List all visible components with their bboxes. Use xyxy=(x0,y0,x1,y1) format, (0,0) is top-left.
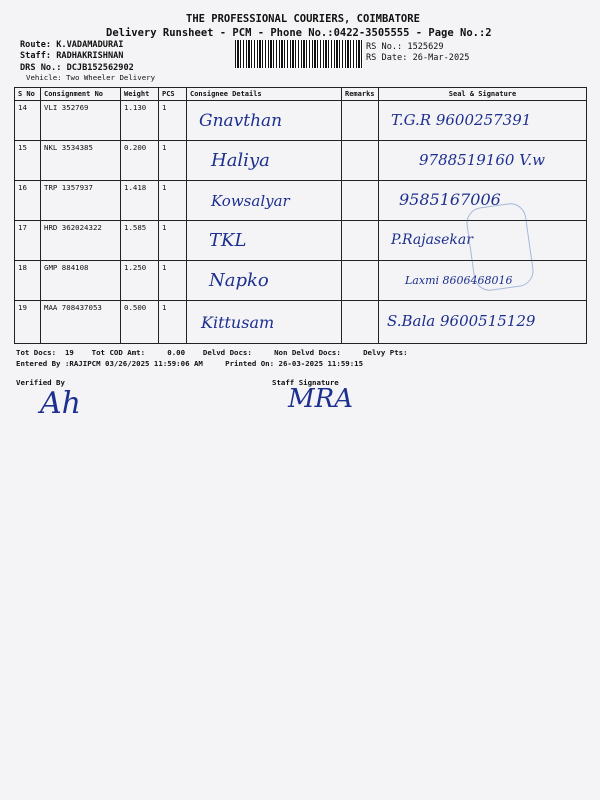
cell-pcs: 1 xyxy=(159,261,187,301)
totals-line: Tot Docs: 19 Tot COD Amt: 0.00 Delvd Docs: Non Delvd Docs: Delvy Pts: xyxy=(16,348,408,357)
rs-number: RS No.: 1525629 xyxy=(366,42,444,52)
cell-sno: 19 xyxy=(15,301,41,344)
cell-weight: 1.585 xyxy=(121,221,159,261)
cell-sno: 15 xyxy=(15,141,41,181)
consignee-handwriting: TKL xyxy=(209,230,247,251)
verified-signature: Ah xyxy=(40,386,81,421)
table-row xyxy=(15,101,587,141)
cell-consignee xyxy=(187,141,342,181)
cell-remarks xyxy=(342,101,379,141)
cell-weight: 0.200 xyxy=(121,141,159,181)
cell-remarks xyxy=(342,221,379,261)
cell-consignee xyxy=(187,101,342,141)
consignee-handwriting: Napko xyxy=(209,270,269,291)
table-header-row xyxy=(15,88,587,101)
cell-seal xyxy=(379,141,587,181)
seal-handwriting: S.Bala 9600515129 xyxy=(387,312,536,331)
staff-signature: MRA xyxy=(288,384,353,414)
cell-consignment: MAA 708437053 xyxy=(41,301,121,344)
cell-consignee xyxy=(187,261,342,301)
cell-consignee xyxy=(187,221,342,261)
seal-handwriting: Laxmi 8606468016 xyxy=(405,273,513,287)
col-header-pcs: PCS xyxy=(159,88,187,101)
company-title: THE PROFESSIONAL COURIERS, COIMBATORE xyxy=(186,13,420,25)
col-header-weight: Weight xyxy=(121,88,159,101)
entered-by-line: Entered By :RAJIPCM 03/26/2025 11:59:06 AM Printed On: 26-03-2025 11:59:15 xyxy=(16,359,364,368)
rs-date: RS Date: 26-Mar-2025 xyxy=(366,53,470,63)
cell-consignment: VLI 352769 xyxy=(41,101,121,141)
route-text: Route: K.VADAMADURAI xyxy=(20,40,124,50)
col-header-seal: Seal & Signature xyxy=(379,88,587,101)
cell-pcs: 1 xyxy=(159,301,187,344)
consignee-handwriting: Kowsalyar xyxy=(211,191,290,210)
cell-remarks xyxy=(342,141,379,181)
cell-seal xyxy=(379,301,587,344)
consignee-handwriting: Kittusam xyxy=(201,312,275,332)
cell-consignee xyxy=(187,301,342,344)
cell-pcs: 1 xyxy=(159,181,187,221)
cell-consignment: GMP 884108 xyxy=(41,261,121,301)
seal-handwriting: P.Rajasekar xyxy=(391,232,473,249)
barcode xyxy=(235,40,363,68)
cell-seal xyxy=(379,101,587,141)
runsheet-subtitle: Delivery Runsheet - PCM - Phone No.:0422-3505555 - Page No.:2 xyxy=(106,27,492,39)
staff-text: Staff: RADHAKRISHNAN xyxy=(20,51,124,61)
consignee-handwriting: Gnavthan xyxy=(199,110,283,131)
col-header-consignment: Consignment No xyxy=(41,88,121,101)
verified-by-label: Verified By xyxy=(16,378,65,387)
cell-pcs: 1 xyxy=(159,221,187,261)
cell-sno: 14 xyxy=(15,101,41,141)
staff-signature-label: Staff Signature xyxy=(272,378,339,387)
cell-consignment: NKL 3534385 xyxy=(41,141,121,181)
cell-pcs: 1 xyxy=(159,101,187,141)
cell-consignee xyxy=(187,181,342,221)
faint-stamp xyxy=(464,201,535,293)
col-header-sno: S No xyxy=(15,88,41,101)
consignee-handwriting: Haliya xyxy=(211,150,270,171)
cell-sno: 18 xyxy=(15,261,41,301)
drs-number: DRS No.: DCJB152562902 xyxy=(20,63,134,73)
cell-remarks xyxy=(342,181,379,221)
vehicle-text: Vehicle: Two Wheeler Delivery xyxy=(26,73,156,82)
cell-sno: 17 xyxy=(15,221,41,261)
cell-consignment: TRP 1357937 xyxy=(41,181,121,221)
seal-handwriting: 9585167006 xyxy=(399,190,501,210)
cell-remarks xyxy=(342,301,379,344)
cell-pcs: 1 xyxy=(159,141,187,181)
seal-handwriting: 9788519160 V.w xyxy=(419,150,546,169)
col-header-consignee: Consignee Details xyxy=(187,88,342,101)
cell-weight: 1.130 xyxy=(121,101,159,141)
cell-remarks xyxy=(342,261,379,301)
cell-sno: 16 xyxy=(15,181,41,221)
col-header-remarks: Remarks xyxy=(342,88,379,101)
table-row xyxy=(15,301,587,344)
table-row xyxy=(15,141,587,181)
seal-handwriting: T.G.R 9600257391 xyxy=(391,110,532,129)
cell-weight: 0.500 xyxy=(121,301,159,344)
cell-weight: 1.250 xyxy=(121,261,159,301)
cell-weight: 1.418 xyxy=(121,181,159,221)
cell-consignment: HRD 362024322 xyxy=(41,221,121,261)
